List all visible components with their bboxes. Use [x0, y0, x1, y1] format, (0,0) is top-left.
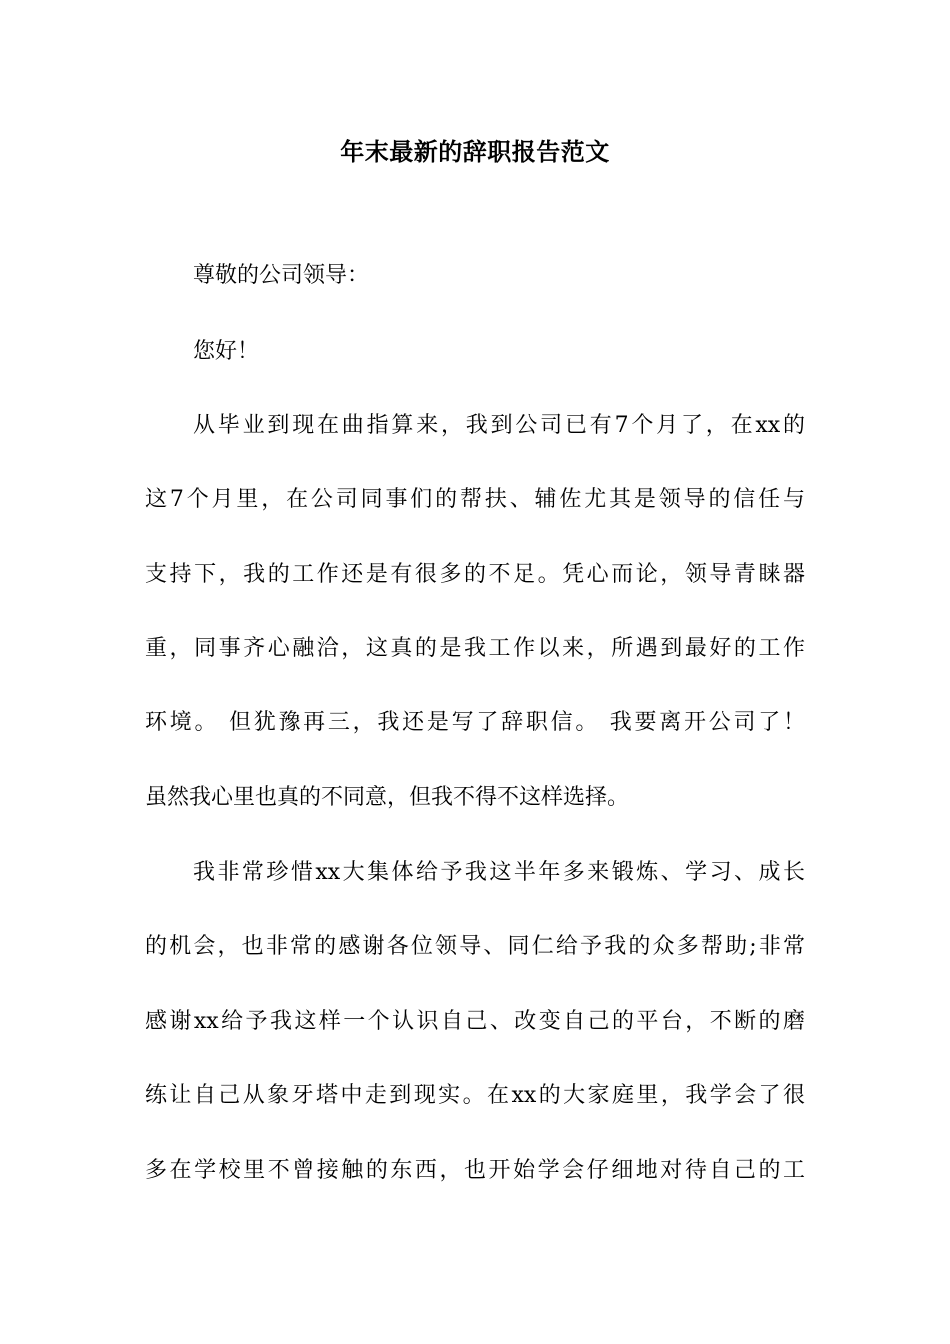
document-title: 年末最新的辞职报告范文: [340, 137, 610, 166]
paragraph-line: 支持下，我的工作还是有很多的不足。凭心而论，领导青睐器: [145, 562, 805, 587]
paragraph-line: 从毕业到现在曲指算来，我到公司已有7个月了，在xx的: [193, 413, 805, 438]
paragraph-line: 练让自己从象牙塔中走到现实。在xx的大家庭里，我学会了很: [145, 1083, 805, 1108]
paragraph-line: 多在学校里不曾接触的东西，也开始学会仔细地对待自己的工: [145, 1158, 805, 1183]
greeting-line: 您好！: [193, 339, 260, 364]
paragraph-line: 虽然我心里也真的不同意，但我不得不这样选择。: [145, 785, 630, 810]
salutation-line: 尊敬的公司领导：: [193, 263, 370, 288]
paragraph-line: 重，同事齐心融洽，这真的是我工作以来，所遇到最好的工作: [145, 636, 805, 661]
paragraph-line: 的机会，也非常的感谢各位领导、同仁给予我的众多帮助;非常: [145, 934, 805, 959]
paragraph-line: 我非常珍惜xx大集体给予我这半年多来锻炼、学习、成长: [193, 860, 805, 885]
paragraph-line: 感谢xx给予我这样一个认识自己、改变自己的平台，不断的磨: [145, 1009, 805, 1034]
paragraph-line: 这7个月里，在公司同事们的帮扶、辅佐尤其是领导的信任与: [145, 487, 805, 512]
paragraph-line: 环境。 但犹豫再三，我还是写了辞职信。 我要离开公司了！: [145, 710, 805, 735]
